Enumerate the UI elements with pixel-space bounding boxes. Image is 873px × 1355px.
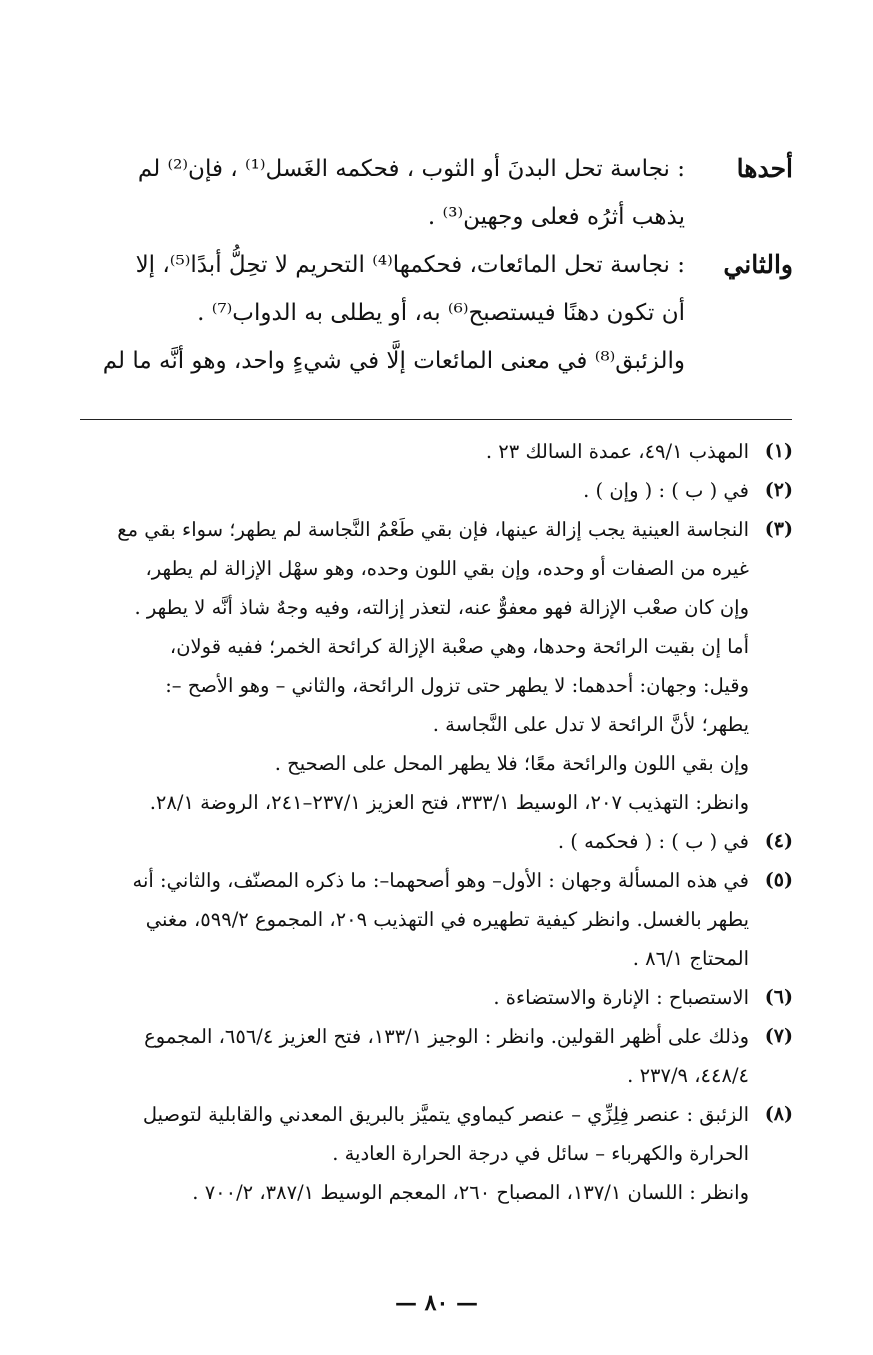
footnote-line: الاستصباح : الإنارة والاستضاءة . bbox=[493, 986, 749, 1009]
footnote-number: (٦) bbox=[764, 986, 793, 1008]
entry-first bbox=[78, 145, 793, 241]
main-text bbox=[78, 145, 793, 385]
entry-text bbox=[78, 145, 685, 241]
text-line: أن تكون دهنًا فيستصبح⁽⁶⁾ به، أو يطلى به الدواب⁽⁷⁾ . bbox=[197, 300, 685, 326]
footnote-line: في ( ب ) : ( فحكمه ) . bbox=[557, 830, 749, 853]
footnote-5 bbox=[78, 861, 793, 978]
footnote-text bbox=[78, 510, 749, 822]
footnote-line: في هذه المسألة وجهان : الأول– وهو أصحهما–: ما ذكره المصنّف، والثاني: أنه bbox=[132, 869, 749, 892]
footnote-line: أما إن بقيت الرائحة وحدها، وهي صعْبة الإزالة كرائحة الخمر؛ ففيه قولان، bbox=[169, 635, 749, 658]
entry-second bbox=[78, 241, 793, 337]
footnote-line: المحتاج ٨٦/١ . bbox=[632, 947, 749, 970]
footnote-line: غيره من الصفات أو وحده، وإن بقي اللون وحده، وهو سهْل الإزالة لم يطهر، bbox=[145, 557, 749, 580]
footnote-line: الحرارة والكهرباء – سائل في درجة الحرارة العادية . bbox=[332, 1142, 749, 1165]
footnote-3 bbox=[78, 510, 793, 822]
footnote-line: يطهر؛ لأنَّ الرائحة لا تدل على النَّجاسة . bbox=[432, 713, 749, 736]
continuation-line: والزئبق⁽⁸⁾ في معنى المائعات إلَّا في شيءٍ واحد، وهو أنَّه ما لم bbox=[102, 348, 685, 374]
footnote-7 bbox=[78, 1017, 793, 1095]
footnote-text bbox=[78, 822, 749, 861]
footnote-line: النجاسة العينية يجب إزالة عينها، فإن بقي طَعْمُ النَّجاسة لم يطهر؛ سواء بقي مع bbox=[117, 518, 749, 541]
footnote-separator bbox=[80, 419, 792, 420]
footnote-line: وانظر: التهذيب ٢٠٧، الوسيط ٣٣٣/١، فتح العزيز ٢٣٧/١–٢٤١، الروضة ٢٨/١. bbox=[149, 791, 749, 814]
footnote-line: ٤٤٨/٤، ٢٣٧/٩ . bbox=[627, 1064, 749, 1087]
footnote-line: وذلك على أظهر القولين. وانظر : الوجيز ١٣٣/١، فتح العزيز ٦٥٦/٤، المجموع bbox=[144, 1025, 749, 1048]
page-number: — ٨٠ — bbox=[395, 1290, 478, 1316]
footnote-line: في ( ب ) : ( وإن ) . bbox=[583, 479, 749, 502]
footnote-number: (٢) bbox=[764, 479, 793, 501]
footnote-2 bbox=[78, 471, 793, 510]
footnote-text bbox=[78, 432, 749, 471]
footnote-number: (٤) bbox=[764, 830, 793, 852]
footnotes bbox=[78, 432, 793, 1212]
footnote-text bbox=[78, 471, 749, 510]
footnote-6 bbox=[78, 978, 793, 1017]
footnote-line: الزئبق : عنصر فِلِزِّي – عنصر كيماوي يتميَّز بالبريق المعدني والقابلية لتوصيل bbox=[142, 1103, 749, 1126]
footnote-text bbox=[78, 1095, 749, 1212]
text-line: يذهب أثرُه فعلى وجهين⁽³⁾ . bbox=[427, 204, 685, 230]
footnote-1 bbox=[78, 432, 793, 471]
entry-label: والثاني bbox=[723, 250, 793, 279]
text-line: : نجاسة تحل المائعات، فحكمها⁽⁴⁾ التحريم لا تحِلُّ أبدًا⁽⁵⁾، إلا bbox=[135, 252, 685, 278]
entry-label: أحدها bbox=[736, 154, 793, 183]
footnote-number: (١) bbox=[764, 440, 793, 462]
footnote-number: (٧) bbox=[764, 1025, 793, 1047]
footnote-line: وإن بقي اللون والرائحة معًا؛ فلا يطهر المحل على الصحيح . bbox=[274, 752, 749, 775]
footnote-line: المهذب ٤٩/١، عمدة السالك ٢٣ . bbox=[485, 440, 749, 463]
footnote-text bbox=[78, 978, 749, 1017]
footnote-line: وإن كان صعْب الإزالة فهو معفوٌّ عنه، لتعذر إزالته، وفيه وجهٌ شاذ أنَّه لا يطهر . bbox=[134, 596, 749, 619]
entry-text bbox=[78, 241, 685, 337]
text-line: : نجاسة تحل البدنَ أو الثوب ، فحكمه الغَسل⁽¹⁾ ، فإن⁽²⁾ لم bbox=[137, 156, 685, 182]
footnote-line: وقيل: وجهان: أحدهما: لا يطهر حتى تزول الرائحة، والثاني – وهو الأصح –: bbox=[165, 674, 749, 697]
footnote-line: وانظر : اللسان ١٣٧/١، المصباح ٢٦٠، المعجم الوسيط ٣٨٧/١، ٧٠٠/٢ . bbox=[192, 1181, 749, 1204]
footnote-number: (٨) bbox=[764, 1103, 793, 1125]
footnote-line: يطهر بالغسل. وانظر كيفية تطهيره في التهذيب ٢٠٩، المجموع ٥٩٩/٢، مغني bbox=[145, 908, 749, 931]
footnote-text bbox=[78, 1017, 749, 1095]
footnote-8 bbox=[78, 1095, 793, 1212]
footnote-text bbox=[78, 861, 749, 978]
footnote-number: (٥) bbox=[764, 869, 793, 891]
footnote-number: (٣) bbox=[764, 518, 793, 540]
footnote-4 bbox=[78, 822, 793, 861]
